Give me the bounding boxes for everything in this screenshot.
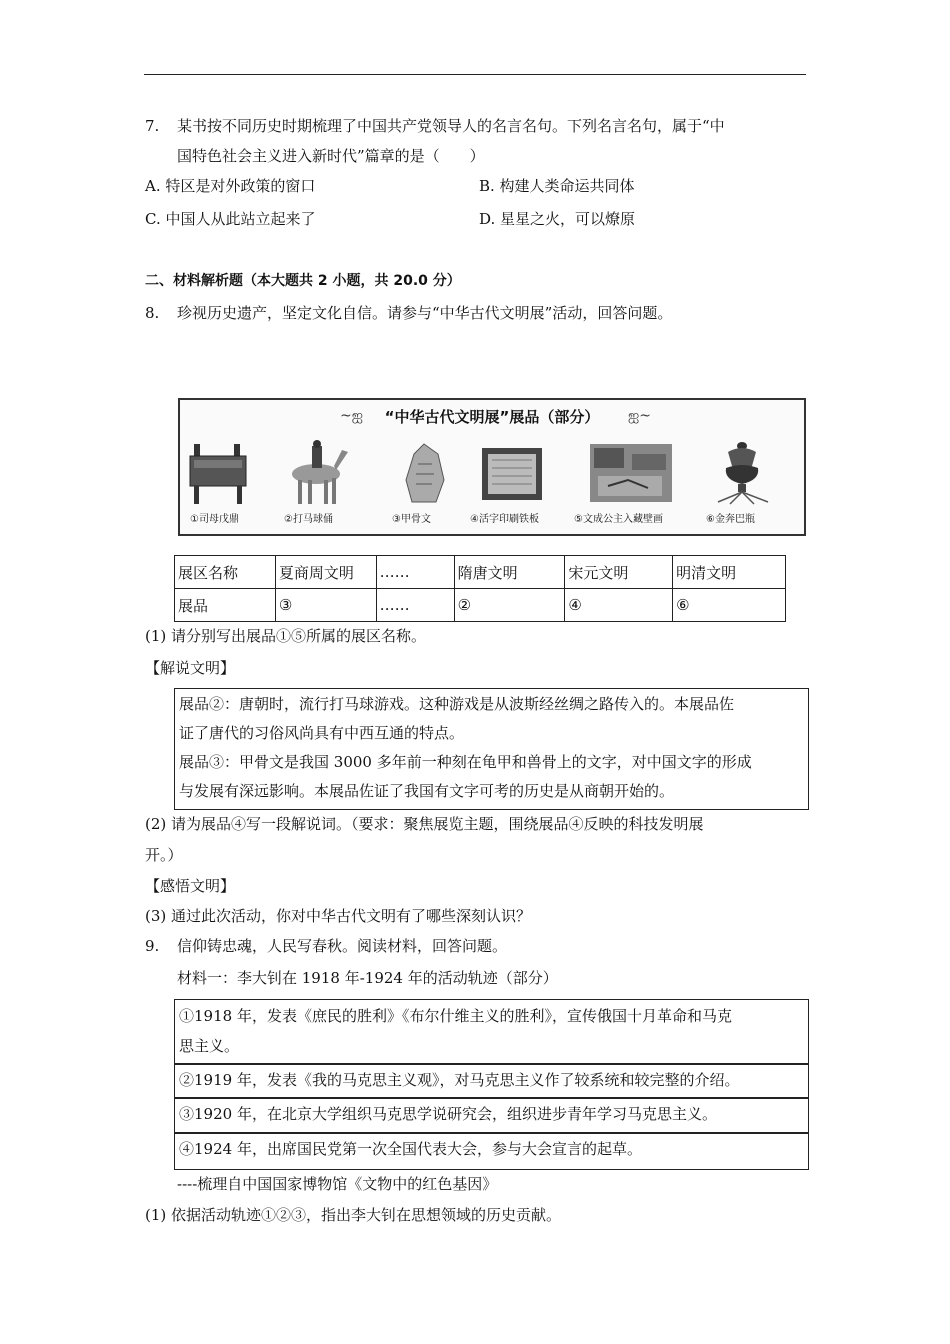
q9-stem: 信仰铸忠魂，人民写春秋。阅读材料，回答问题。 xyxy=(177,937,508,955)
table-cell: 宋元文明 xyxy=(565,556,673,589)
table-cell: 展品 xyxy=(175,589,276,622)
material-title: 材料一：李大钊在 1918 年-1924 年的活动轨迹（部分） xyxy=(177,969,558,987)
q9-number: 9. xyxy=(145,937,160,955)
q7-stem-line2: 国特色社会主义进入新时代”篇章的是（ ） xyxy=(177,147,485,165)
timeline-item-4: ④1924 年，出席国民党第一次全国代表大会，参与大会宣言的起草。 xyxy=(179,1140,642,1158)
q7-option-a[interactable]: A. 特区是对外政策的窗口 xyxy=(145,177,316,195)
timeline-item-1: ①1918 年，发表《庶民的胜利》《布尔什维主义的胜利》，宣传俄国十月革命和马克 xyxy=(179,1007,732,1025)
caption-1: ①司母戊鼎 xyxy=(190,514,239,525)
table-cell: ⑥ xyxy=(673,589,786,622)
timeline-item-2: ②1919 年，发表《我的马克思主义观》，对马克思主义作了较系统和较完整的介绍。 xyxy=(179,1071,740,1089)
caption-5: ⑤文成公主入藏壁画 xyxy=(574,514,663,525)
table-cell: 明清文明 xyxy=(673,556,786,589)
caption-2: ②打马球俑 xyxy=(284,514,333,525)
section-heading: 二、材料解析题（本大题共 2 小题，共 20.0 分） xyxy=(145,273,461,289)
cloud-ornament-right-icon: ஐ~ xyxy=(628,408,651,424)
divider xyxy=(174,1063,809,1065)
q7-option-b[interactable]: B. 构建人类命运共同体 xyxy=(479,177,635,195)
table-cell: ② xyxy=(454,589,565,622)
table-cell: 隋唐文明 xyxy=(454,556,565,589)
q8-sub3: (3) 通过此次活动，你对中华古代文明有了哪些深刻认识？ xyxy=(145,907,532,925)
table-cell: 展区名称 xyxy=(175,556,276,589)
feel-heading: 【感悟文明】 xyxy=(145,877,236,895)
explain-line: 展品②：唐朝时，流行打马球游戏。这种游戏是从波斯经丝绸之路传入的。本展品佐 xyxy=(179,695,735,713)
polo-rider-icon xyxy=(280,440,350,506)
table-cell: ③ xyxy=(275,589,376,622)
q7-option-d[interactable]: D. 星星之火，可以燎原 xyxy=(479,210,636,228)
divider xyxy=(174,1132,809,1134)
banner-title: “中华古代文明展”展品（部分） xyxy=(384,408,600,426)
q8-sub2-line1: (2) 请为展品④写一段解说词。（要求：聚焦展览主题，围绕展品④反映的科技发明展 xyxy=(145,815,704,833)
table-cell: …… xyxy=(376,589,454,622)
caption-6: ⑥金奔巴瓶 xyxy=(706,514,755,525)
header-rule xyxy=(144,74,806,75)
exhibit-banner xyxy=(178,398,806,536)
exhibit-table xyxy=(174,555,786,622)
q8-sub2-line2: 开。） xyxy=(145,846,183,864)
mural-icon xyxy=(588,440,674,506)
source-note: ----梳理自中国国家博物馆《文物中的红色基因》 xyxy=(177,1175,498,1193)
table-cell: …… xyxy=(376,556,454,589)
timeline-item-3: ③1920 年，在北京大学组织马克思学说研究会，组织进步青年学习马克思主义。 xyxy=(179,1105,717,1123)
explain-line: 证了唐代的习俗风尚具有中西互通的特点。 xyxy=(179,724,465,742)
q9-sub1: (1) 依据活动轨迹①②③，指出李大钊在思想领域的历史贡献。 xyxy=(145,1206,562,1224)
table-row xyxy=(175,589,786,622)
table-cell: 夏商周文明 xyxy=(275,556,376,589)
q8-stem: 珍视历史遗产，坚定文化自信。请参与“中华古代文明展”活动，回答问题。 xyxy=(177,304,673,322)
cloud-ornament-left-icon: ~ஐ xyxy=(340,408,363,424)
divider xyxy=(174,1097,809,1099)
ding-vessel-icon xyxy=(188,440,258,506)
explain-line: 展品③：甲骨文是我国 3000 多年前一种刻在龟甲和兽骨上的文字，对中国文字的形成 xyxy=(179,753,752,771)
q7-option-c[interactable]: C. 中国人从此站立起来了 xyxy=(145,210,316,228)
caption-4: ④活字印刷铁板 xyxy=(470,514,539,525)
q8-sub1: (1) 请分别写出展品①⑤所属的展区名称。 xyxy=(145,627,427,645)
explain-heading: 【解说文明】 xyxy=(145,659,236,677)
explain-box xyxy=(174,688,809,810)
oracle-bone-icon xyxy=(392,440,462,506)
type-plate-icon xyxy=(478,440,548,506)
table-cell: ④ xyxy=(565,589,673,622)
q7-stem-line1: 某书按不同历史时期梳理了中国共产党领导人的名言名句。下列名言名句，属于“中 xyxy=(177,117,725,135)
q7-number: 7. xyxy=(145,117,160,135)
caption-3: ③甲骨文 xyxy=(392,514,431,525)
timeline-item-1-cont: 思主义。 xyxy=(179,1037,240,1055)
explain-line: 与发展有深远影响。本展品佐证了我国有文字可考的历史是从商朝开始的。 xyxy=(179,782,675,800)
q8-number: 8. xyxy=(145,304,160,322)
table-row xyxy=(175,556,786,589)
golden-urn-icon xyxy=(708,440,778,506)
